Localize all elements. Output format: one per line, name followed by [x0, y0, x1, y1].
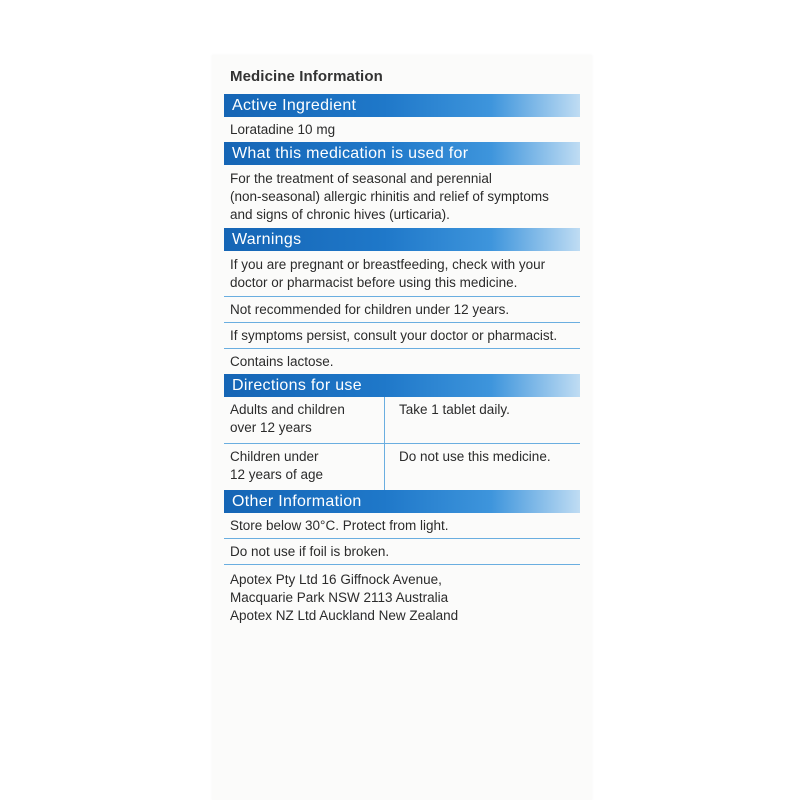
directions-who-adults [224, 397, 385, 444]
directions-dose-adults: Take 1 tablet daily. [385, 397, 581, 444]
uses-line-3: and signs of chronic hives (urticaria). [230, 207, 450, 222]
section-header-warnings: Warnings [224, 228, 580, 251]
address-line-2: Macquarie Park NSW 2113 Australia [230, 590, 449, 605]
medicine-information-panel [224, 60, 580, 625]
warning-pregnancy-line-2: doctor or pharmacist before using this medicine. [230, 275, 518, 290]
uses-line-1: For the treatment of seasonal and perennial [230, 171, 492, 186]
warning-pregnancy [224, 251, 580, 297]
directions-who-children-line-2: 12 years of age [230, 467, 324, 482]
section-header-active-ingredient: Active Ingredient [224, 94, 580, 117]
directions-who-adults-line-1: Adults and children [230, 402, 345, 417]
other-storage: Store below 30°C. Protect from light. [224, 513, 580, 539]
directions-dose-children: Do not use this medicine. [399, 449, 551, 464]
directions-who-children [224, 444, 385, 491]
warning-lactose: Contains lactose. [230, 354, 334, 369]
uses-text [224, 165, 580, 228]
section-header-other-information: Other Information [224, 490, 580, 513]
directions-table [224, 397, 580, 490]
warning-children: Not recommended for children under 12 years. [224, 297, 580, 323]
directions-who-adults-line-2: over 12 years [230, 420, 312, 435]
uses-line-2: (non-seasonal) allergic rhinitis and relief of symptoms [230, 189, 549, 204]
address-line-3: Apotex NZ Ltd Auckland New Zealand [230, 608, 459, 623]
other-foil: Do not use if foil is broken. [224, 539, 580, 565]
panel-title: Medicine Information [230, 68, 383, 85]
section-header-uses: What this medication is used for [224, 142, 580, 165]
warning-pregnancy-line-1: If you are pregnant or breastfeeding, check with your [230, 257, 546, 272]
warning-symptoms: If symptoms persist, consult your doctor or pharmacist. [224, 323, 580, 349]
section-header-directions: Directions for use [224, 374, 580, 397]
table-row [224, 444, 580, 491]
address-line-1: Apotex Pty Ltd 16 Giffnock Avenue, [230, 572, 442, 587]
table-row [224, 397, 580, 444]
manufacturer-address [224, 565, 580, 625]
directions-who-children-line-1: Children under [230, 449, 319, 464]
active-ingredient-text: Loratadine 10 mg [230, 122, 336, 137]
